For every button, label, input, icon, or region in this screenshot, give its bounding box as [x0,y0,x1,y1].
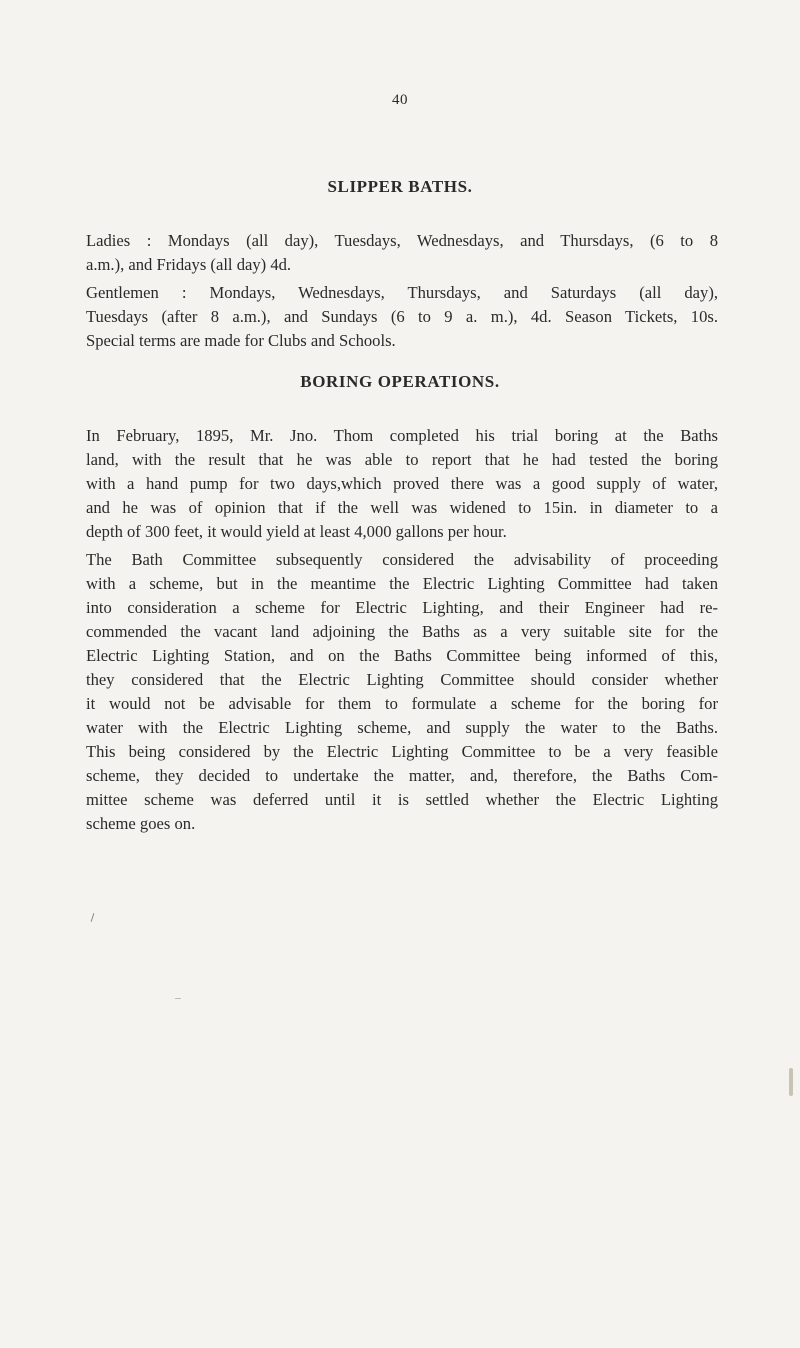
boring-p2-line-8: water with the Electric Lighting scheme, and supply the water to the Baths. [86,718,718,737]
slipper-line-4: Tuesdays (after 8 a.m.), and Sundays (6 to 9 a. m.), 4d. Season Tickets, 10s. [86,307,718,326]
slipper-line-5: Special terms are made for Clubs and Schools. [86,331,396,350]
boring-p2-line-9: This being considered by the Electric Lighting Committee to be a very feasible [86,742,718,761]
boring-p2-line-11: mittee scheme was deferred until it is settled whether the Electric Lighting [86,790,718,809]
stray-ink-mark [175,998,181,999]
boring-p2-line-6: they considered that the Electric Lighting Committee should consider whether [86,670,718,689]
boring-operations-heading: BORING OPERATIONS. [300,372,500,391]
boring-p1-line-1: In February, 1895, Mr. Jno. Thom completed his trial boring at the Baths [86,426,718,445]
boring-p1-line-2: land, with the result that he was able to report that he had tested the boring [86,450,718,469]
boring-p1-line-5: depth of 300 feet, it would yield at least 4,000 gallons per hour. [86,522,507,541]
boring-p2-line-10: scheme, they decided to undertake the matter, and, therefore, the Baths Com- [86,766,718,785]
boring-p2-line-2: with a scheme, but in the meantime the Electric Lighting Committee had taken [86,574,718,593]
boring-p1-line-4: and he was of opinion that if the well was widened to 15in. in diameter to a [86,498,718,517]
boring-p2-line-7: it would not be advisable for them to formulate a scheme for the boring for [86,694,718,713]
slipper-line-1: Ladies : Mondays (all day), Tuesdays, Wednesdays, and Thursdays, (6 to 8 [86,231,718,250]
boring-p2-line-4: commended the vacant land adjoining the Baths as a very suitable site for the [86,622,718,641]
slipper-line-2: a.m.), and Fridays (all day) 4d. [86,255,292,274]
slipper-baths-heading: SLIPPER BATHS. [327,177,473,196]
boring-p2-line-12: scheme goes on. [86,814,196,833]
boring-p2-line-3: into consideration a scheme for Electric Lighting, and their Engineer had re- [86,598,718,617]
stray-ink-mark [91,913,95,922]
boring-p2-line-5: Electric Lighting Station, and on the Baths Committee being informed of this, [86,646,718,665]
slipper-line-3: Gentlemen : Mondays, Wednesdays, Thursdays, and Saturdays (all day), [86,283,718,302]
boring-p1-line-3: with a hand pump for two days,which proved there was a good supply of water, [86,474,718,493]
page-number: 40 [392,92,408,108]
paper-edge-mark [789,1068,793,1096]
boring-p2-line-1: The Bath Committee subsequently considered the advisability of proceeding [86,550,718,569]
